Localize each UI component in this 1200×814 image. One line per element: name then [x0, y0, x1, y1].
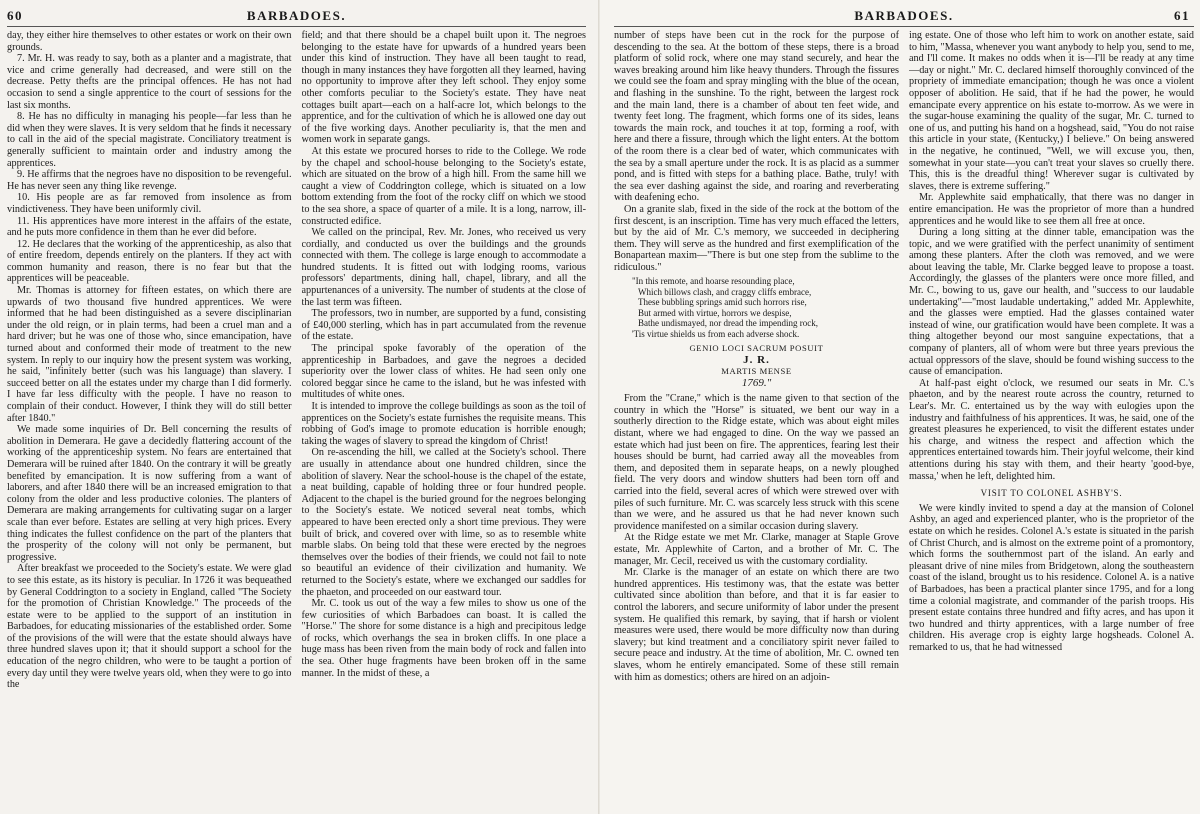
poem-line: Bathe undismayed, nor dread the impending rock, [638, 318, 818, 329]
inscription-initials: J. R. [743, 353, 770, 366]
page-number: 60 [7, 8, 23, 23]
paragraph: At this estate we procured horses to ride to the College. We rode by the chapel and school-house belonging to the Society's estate, which are situated on the brow of a high hill. From the same hill we caught a view of Coddrington college, which is situated on a low bottom extending from the foot of the rocky cliff on which we stood to the sea shore, a space of quarter of a mile. It is a long, narrow, ill-constructed edifice. [301, 145, 586, 227]
running-head [7, 6, 586, 27]
paragraph: 7. Mr. H. was ready to say, both as a planter and a magistrate, that vice and crime generally had decreased, and were still on the decrease. Petty thefts are the principal offences. He has not had occasion to send a single apprentice to the court of sessions for the last six months. [7, 53, 292, 111]
paragraph: number of steps have been cut in the rock for the purpose of descending to the sea. At the bottom of these steps, there is a broad platform of solid rock, where one may stand securely, and hear the waves breaking around him like heavy thunders. Through the fissures we could see the foam and spray mingling with the blue of the ocean, and flashing in the sunshine. To the right, between the largest rock and the main land, there is a chamber of about ten feet wide, and twenty feet long. The fragment, which forms one of its sides, leans towards the main rock, and touches it at top, forming a roof, with here and there a fissure, through which the light enters. At the bottom of the room there is a clear bed of water, which communicates with the sea by a small aperture under the rock. It is as placid as a summer pond, and is fitted with steps for a bathing place. Bathe, truly! with the sea ever dashing against the side, and roaring and reverberating with deafening echo. [614, 30, 899, 204]
column-left [614, 30, 899, 810]
poem-line: 'Tis virtue shields us from each adverse shock. [632, 328, 800, 339]
right-page [600, 0, 1200, 814]
inscription-line: MARTIS MENSE [721, 366, 792, 377]
paragraph: 10. His people are as far removed from insolence as from vindictiveness. They have been uniformly civil. [7, 192, 292, 215]
text-columns [614, 30, 1194, 810]
running-title: BARBADOES. [246, 8, 347, 23]
paragraph: At the Ridge estate we met Mr. Clarke, manager at Staple Grove estate, Mr. Applewhite of Carton, and a brother of Mr. C. The manager, Mr. Cecil, received us with the customary cordiality. [614, 532, 899, 567]
poem-line: "In this remote, and hoarse resounding place, [632, 276, 795, 287]
paragraph: 8. He has no difficulty in managing his people—far less than he did when they were slaves. It is very seldom that he finds it necessary to call in the aid of the special magistrate. Conciliatory treatment is generally sufficient to maintain order and industry among the apprentices. [7, 111, 292, 169]
paragraph: We made some inquiries of Dr. Bell concerning the results of abolition in Demerara. He gave a decidedly flattering account of the working of the apprenticeship system. No fears are entertained that Demerara will be ruined after 1840. On the contrary it will be greatly benefited by emancipation. It is now suffering from a want of laborers, and after 1840 there will be an increased emigration to that colony from the older and less productive colonies. The planters of Demerara are making arrangements for cultivating sugar on a larger scale than ever before. Estates are selling at very high prices. Every thing indicates the fullest confidence on the part of the planters that the prosperity of the colony will not only be permanent, but progressive. [7, 424, 292, 563]
text-columns [7, 30, 586, 810]
inscription-poem [632, 276, 899, 338]
poem-line: But armed with virtue, horrors we despise, [638, 307, 792, 318]
column-right [909, 30, 1194, 810]
paragraph: Mr. Thomas is attorney for fifteen estates, on which there are upwards of two thousand five hundred apprentices. We were informed that he had been distinguished as a severe disciplinarian under the old reign, or in plain terms, had been a cruel man and a hard driver; but he was one of those who, since emancipation, have turned about and conformed their mode of treatment to the new system. In reply to our inquiry how the present system was working, he said, "infinitely better (such was his language) than slavery. I succeed better on all the estates under my charge than I did formerly. I have far less difficulty with the people. I have no reason to complain of their conduct. However, I think they will do still better after 1840." [7, 285, 292, 424]
running-head [614, 6, 1194, 27]
inscription-line: GENIO LOCI SACRUM POSUIT [689, 342, 824, 353]
paragraph: day, they either hire themselves to other estates or work on their own grounds. [7, 30, 292, 53]
paragraph: field; and that there should be a chapel built upon it. The negroes belonging to the estate have for upwards of a hundred years been under this kind of instruction. They have all been taught to read, though in many instances they have forgotten all they learned, having no opportunity to improve after they left school. They enjoy some other comforts peculiar to the Society's estate. They have neat cottages built apart—each on a half-acre lot, which belongs to the apprentice, and for the cultivation of which he is allowed one day out of the five working days. Another peculiarity is, that the men and women work in separate gangs. [301, 30, 586, 146]
column-left [7, 30, 292, 810]
paragraph: During a long sitting at the dinner table, emancipation was the topic, and we were gratified with the perfect unanimity of sentiment among these planters. After the cloth was removed, and we were about leaving the table, Mr. Clarke begged leave to propose a toast. Accordingly, the glasses of the planters were once more filled, and Mr. C., bowing to us, gave our health, and "success to our laudable undertaking"—"most laudable undertaking," added Mr. Applewhite, and the glasses were emptied. Had the glasses contained water instead of wine, our gratification would have been complete. It was a thing altogether beyond our most sanguine expectations, that a company of planters, all of whom were but three years previous the actual oppressors of the slave, should be found wishing success to the cause of emancipation. [909, 227, 1194, 378]
latin-inscription [614, 343, 899, 389]
paragraph: The professors, two in number, are supported by a fund, consisting of £40,000 sterling, which has in part accumulated from the revenue of the estate. [301, 308, 586, 343]
poem-line: These bubbling springs amid such horrors rise, [638, 297, 807, 308]
running-title: BARBADOES. [854, 8, 954, 23]
column-right [302, 30, 587, 810]
paragraph: We called on the principal, Rev. Mr. Jones, who received us very cordially, and conducted us over the buildings and the grounds connected with them. The college is large enough to accommodate a hundred students. It is fitted out with lodging rooms, various professors' departments, dining hall, chapel, library, and all the appurtenances of a university. The number of students at the close of the last term was fifteen. [301, 227, 586, 308]
paragraph: From the "Crane," which is the name given to that section of the country in which the "Horse" is situated, we bent our way in a southerly direction to the Ridge estate, which was about eight miles distant, where we had engaged to dine. On the way we passed an estate which had just been on fire. The apprentices, fearing lest their houses should be burnt, had carried away all the moveables from them, and deposited them in separate heaps, on a newly ploughed field. The very doors and window shutters had been torn off and carried into the field, several acres of which were strewed over with piles of such furniture. Mr. C. was scarcely less struck with this scene than we were, and he assured us that he had never known such providence manifested on a similar occasion during slavery. [614, 393, 899, 532]
paragraph: ing estate. One of those who left him to work on another estate, said to him, "Massa, whenever you want anybody to help you, send to me, and I'll come. It makes no odds when it is—I'll be ready at any time—day or night." Mr. C. declared himself thoroughly convinced of the propriety of immediate emancipation; though he was once a violent opposer of abolition. He said, that if he had the power, he would emancipate every apprentice on his estate to-morrow. As we were in the sugar-house examining the quality of the sugar, Mr. C. turned to one of us, and putting his hand on a hogshead, said, "You do not raise this article in your state, (Kentucky,) I believe." On being answered in the negative, he continued, "Well, we will excuse you, then, somewhat in your state—you can't treat your slaves so cruelly there. This, this is the dreadful thing! Wherever sugar is cultivated by slaves, there is extreme suffering." [909, 30, 1194, 192]
poem-line: Which billows clash, and craggy cliffs embrace, [638, 286, 812, 297]
paragraph: We were kindly invited to spend a day at the mansion of Colonel Ashby, an aged and experienced planter, who is the proprietor of the estate on which he resides. Colonel A.'s estate is situated in the parish of Christ Church, and is almost on the extreme point of a promontory, which forms the southernmost part of the island. An early and pleasant drive of nine miles from Bridgetown, along the southeastern coast of the island, brought us to his residence. Colonel A. is a native of Barbadoes, has been a practical planter since 1795, and for a long time a colonial magistrate, and commander of the parish troops. His present estate contains three hundred and fifty acres, and has upon it two hundred and thirty apprentices, with a large number of free children. His average crop is eighty large hogsheads. Colonel A. remarked to us, that he had witnessed [909, 502, 1194, 653]
paragraph: Mr. C. took us out of the way a few miles to show us one of the few curiosities of which Barbadoes can boast. It is called the "Horse." The shore for some distance is a high and precipitous ledge of rocks, which overhangs the sea in broken cliffs. In one place a huge mass has been riven from the main body of rock and fallen into the sea. Other huge fragments have been broken off in the same manner. In the midst of these, a [301, 598, 586, 679]
paragraph: Mr. Clarke is the manager of an estate on which there are two hundred apprentices. His testimony was, that the estate was better cultivated since abolition than before, and that it is far easier to control the laborers, and secure uniformity of labor under the present system. He qualified this remark, by saying, that if harsh or violent measures were used, there would be more difficulty now than during slavery; but kind treatment and a conciliatory spirit never failed to secure peace and industry. At the time of abolition, Mr. C. owned ten slaves, whom he entirely emancipated. Some of these still remain with him as domestics; others are hired on an adjoin- [614, 567, 899, 683]
paragraph: The principal spoke favorably of the operation of the apprenticeship in Barbadoes, and gave the negroes a decided superiority over the lower class of whites. He had seen only one colored beggar since he came to the island, but he was infested with multitudes of white ones. [301, 343, 586, 401]
inscription-year: 1769." [741, 376, 772, 389]
paragraph: On re-ascending the hill, we called at the Society's school. There are usually in attendance about one hundred children, since the abolition of slavery. Near the school-house is the chapel of the estate, a neat building, capable of holding three or four hundred people. Adjacent to the chapel is the buried ground for the negroes belonging to the Society's estate. We noticed several neat tombs, which appeared to have been erected only a short time previous. They were built of brick, and covered over with lime, so as to resemble white marble slabs. On being told that these were erected by the negroes themselves over the bodies of their friends, we could not fail to note so beautiful an evidence of their civilization and humanity. We returned to the Society's estate, where we exchanged our saddles for the phaeton, and proceeded on our eastward tour. [301, 447, 586, 598]
page-number: 61 [1174, 8, 1190, 23]
paragraph: Mr. Applewhite said emphatically, that there was no danger in entire emancipation. He was the proprietor of more than a hundred apprentices and he would like to see them all free at once. [909, 192, 1194, 227]
paragraph: 9. He affirms that the negroes have no disposition to be revengeful. He has never seen any thing like revenge. [7, 169, 292, 192]
paragraph: On a granite slab, fixed in the side of the rock at the bottom of the first descent, is an inscription. Time has very much effaced the letters, but by the aid of Mr. C.'s memory, we succeeded in deciphering them. They will serve as the hundred and first exemplification of the Bonapartean maxim—"There is but one step from the sublime to the ridiculous." [614, 203, 899, 273]
paragraph: 11. His apprentices have more interest in the affairs of the estate, and he puts more confidence in them than he ever did before. [7, 215, 292, 239]
paragraph: After breakfast we proceeded to the Society's estate. We were glad to see this estate, as its history is peculiar. In 1726 it was bequeathed by General Coddrington to a society in England, called "The Society for the promotion of Christian Knowledge." The proceeds of the estate were to be applied to the support of an institution in Barbadoes, for educating missionaries of the established order. Some of the provisions of the will were that the estate should always have three hundred slaves upon it; that it should support a school for the education of the negro children, who were to be taught a portion of every day until they were twelve years old, when they were to go into the [7, 563, 292, 691]
paragraph: It is intended to improve the college buildings as soon as the toil of apprentices on the Society's estate furnishes the requisite means. This robbing of God's image to promote education is horrible enough; taking the wages of slavery to spread the kingdom of Christ! [301, 401, 586, 447]
paragraph: At half-past eight o'clock, we resumed our seats in Mr. C.'s phaeton, and by the nearest route across the country, returned to Lear's. Mr. C. entertained us by the way with eulogies upon the industry and faithfulness of his apprentices. It was, he said, one of the greatest pleasures he experienced, to visit the different estates under his charge, and witness the respect and affection which the apprentices entertained towards him. Their joyful welcome, their kind attentions during his stay with them, and their hearty 'good-bye, massa,' when he left, delighted him. [909, 377, 1194, 482]
paragraph: 12. He declares that the working of the apprenticeship, as also that of entire freedom, depends entirely on the planters. If they act with common humanity and reason, there is no fear but that the apprentices will be peaceable. [7, 238, 292, 285]
section-heading: VISIT TO COLONEL ASHBY'S. [980, 488, 1123, 499]
